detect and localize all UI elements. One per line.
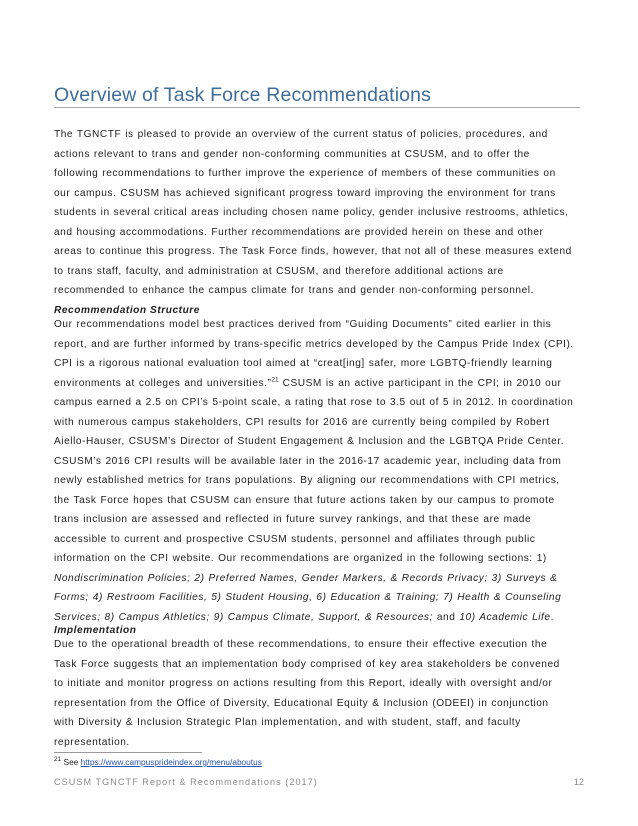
- paragraph-line: The TGNCTF is pleased to provide an overview of the current status of policies, procedures, and: [54, 129, 548, 140]
- footnote-number: 21: [54, 756, 62, 764]
- footnote: [54, 757, 262, 767]
- paragraph-line: campus earned a 2.5 on CPI’s 5-point scale, a rating that rose to 3.5 out of 5 in 2012. In coordination: [54, 397, 574, 408]
- footnote-link[interactable]: https://www.campusprideindex.org/menu/aboutus: [80, 757, 262, 767]
- paragraph-line: to initiate and monitor progress on actions resulting from this Report, ideally with oversight and/or: [54, 678, 553, 689]
- paragraph-line: our campus. CSUSM has achieved significant progress toward improving the environment for trans: [54, 187, 556, 199]
- footnote-divider: [54, 752, 202, 753]
- line-text: environments at colleges and universities.”: [54, 377, 272, 389]
- paragraph-line: CPI is a rigorous national evaluation tool aimed at “creat[ing] safer, more LGBTQ-friendly learning: [54, 358, 553, 369]
- structure-paragraph: [54, 315, 582, 627]
- paragraph-line: trans inclusion are assessed and reflected in future survey rankings, and that these are made: [54, 514, 532, 525]
- paragraph-line: representation.: [54, 736, 130, 748]
- line-text: .: [550, 611, 554, 623]
- intro-paragraph: [54, 125, 582, 301]
- paragraph-line: with numerous campus stakeholders, CPI results for 2016 are currently being compiled by Robert: [54, 416, 550, 428]
- paragraph-line: areas to continue this progress. The Task Force finds, however, that not all of these measures extend: [54, 246, 572, 257]
- line-text: CSUSM is an active participant in the CPI; in 2010 our: [278, 377, 562, 389]
- paragraph-line: Forms; 4) Restroom Facilities, 5) Student Housing, 6) Education & Training; 7) Health & Counseling: [54, 592, 562, 603]
- implementation-paragraph: [54, 635, 582, 752]
- paragraph-line: recommended to enhance the campus climate for trans and gender non-conforming personnel.: [54, 285, 534, 296]
- paragraph-line: report, and are further informed by trans-specific metrics developed by the Campus Pride Index (CPI).: [54, 338, 574, 350]
- section-heading-implementation: Implementation: [54, 625, 137, 636]
- section-heading-recommendation-structure: Recommendation Structure: [54, 305, 200, 316]
- paragraph-line: Aiello-Hauser, CSUSM’s Director of Student Engagement & Inclusion and the LGBTQA Pride Center.: [54, 436, 565, 447]
- title-divider: [54, 107, 580, 108]
- line-text: and: [432, 611, 460, 623]
- page-number: 12: [573, 777, 584, 787]
- paragraph-line: information on the CPI website. Our recommendations are organized in the following sections: 1): [54, 553, 547, 564]
- italic-text: Services; 8) Campus Athletics; 9) Campus Climate, Support, & Resources;: [54, 611, 433, 623]
- paragraph-line: Task Force suggests that an implementation body comprised of key area stakeholders be convened: [54, 658, 560, 670]
- footnote-reference: 21: [271, 376, 279, 384]
- paragraph-line: students in several critical areas including chosen name policy, gender inclusive restrooms, athletics,: [54, 207, 569, 218]
- paragraph-line: accessible to current and prospective CSUSM students, personnel and affiliates through public: [54, 533, 536, 545]
- paragraph-line: newly established metrics for trans populations. By aligning our recommendations with CPI metrics,: [54, 475, 560, 486]
- page-title: Overview of Task Force Recommendations: [54, 84, 432, 106]
- paragraph-line: Our recommendations model best practices derived from “Guiding Documents” cited earlier in this: [54, 319, 552, 330]
- paragraph-line: representation from the Office of Diversity, Educational Equity & Inclusion (ODEEI) in conjunction: [54, 697, 549, 709]
- paragraph-line: to trans staff, faculty, and administration at CSUSM, and therefore additional actions are: [54, 265, 504, 277]
- paragraph-line: CSUSM’s 2016 CPI results will be available later in the 2016-17 academic year, including data from: [54, 455, 562, 467]
- paragraph-line: and housing accommodations. Further recommendations are provided herein on these and other: [54, 226, 544, 238]
- footer-text: CSUSM TGNCTF Report & Recommendations (2017): [54, 777, 318, 787]
- paragraph-line: Nondiscrimination Policies; 2) Preferred Names, Gender Markers, & Records Privacy; 3) Surveys &: [54, 572, 558, 584]
- paragraph-line: following recommendations to further improve the experience of members of these communities on: [54, 168, 556, 179]
- paragraph-line: the Task Force hopes that CSUSM can ensure that future actions taken by our campus to promote: [54, 494, 555, 506]
- paragraph-line: with Diversity & Inclusion Strategic Plan implementation, and with student, staff, and faculty: [54, 717, 521, 728]
- footnote-prefix: See: [61, 757, 81, 767]
- paragraph-line: Due to the operational breadth of these recommendations, to ensure their effective execution the: [54, 639, 548, 650]
- paragraph-line: actions relevant to trans and gender non-conforming communities at CSUSM, and to offer the: [54, 148, 530, 160]
- paragraph-line: [54, 374, 582, 394]
- italic-text: 10) Academic Life: [459, 611, 551, 623]
